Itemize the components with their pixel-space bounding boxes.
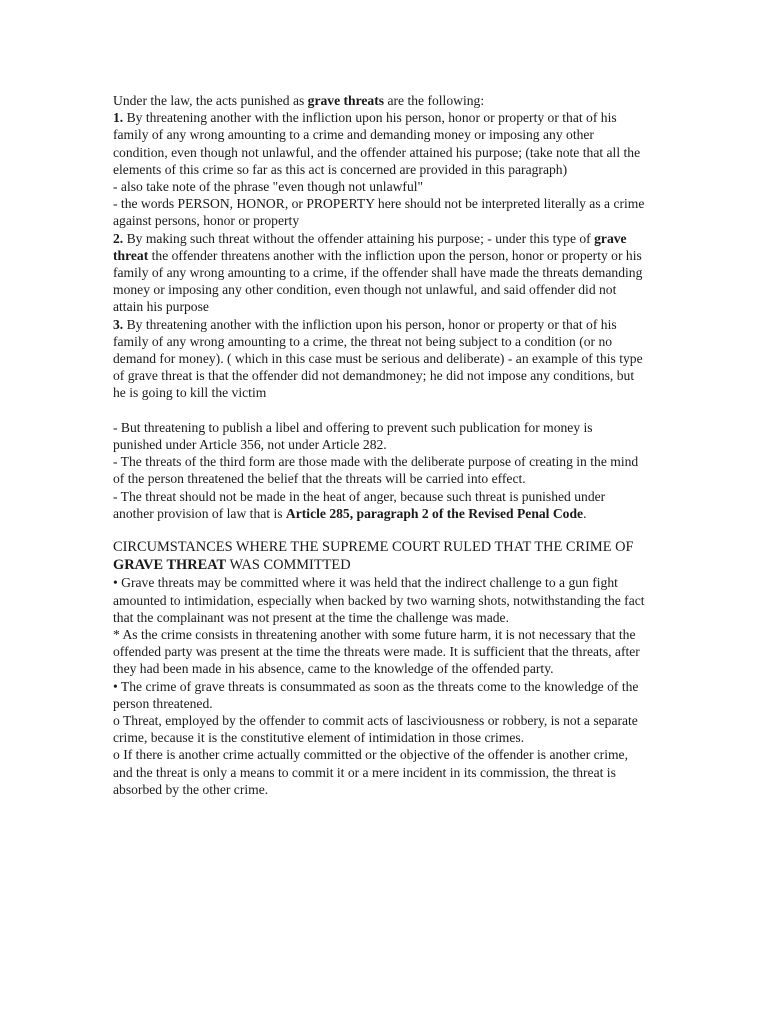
item-3 [113, 316, 645, 402]
item-1-number: 1. [113, 110, 124, 126]
paragraph-gap [113, 522, 645, 539]
item-2-number: 2. [113, 230, 124, 246]
article-285-reference: Article 285, paragraph 2 of the Revised Penal Code [285, 505, 584, 521]
paragraph-gap [113, 402, 645, 419]
intro-bold-term: grave threats [307, 93, 385, 108]
heat-of-anger-paragraph [113, 488, 645, 522]
item-2-bold-term: grave threat [113, 230, 627, 263]
section-heading [113, 539, 645, 574]
anger-text-end: . [583, 505, 587, 521]
intro-text-end: are the following: [384, 93, 485, 108]
bullet-3: • The crime of grave threats is consummated as soon as the threats come to the knowledge of the person threatened. [113, 678, 639, 711]
intro-text: Under the law, the acts punished as [113, 93, 308, 108]
intro-paragraph [113, 92, 645, 109]
document-body [113, 92, 645, 798]
item-2-text-a: By making such threat without the offender attaining his purpose; - under this type of [123, 230, 595, 246]
bullet-2: * As the crime consists in threatening another with some future harm, it is not necessary that the offended party was present at the time the threats were made. It is sufficient that the threats, after they had been made in his absence, came to the knowledge of the offended party. [113, 627, 640, 677]
sub-item-2: o If there is another crime actually committed or the objective of the offender is another crime, and the threat is only a means to commit it or a mere incident in its commission, the threat is absorbed by the other crime. [113, 747, 628, 797]
heading-text-end: WAS COMMITTED [226, 556, 351, 573]
item-1-text: By threatening another with the infliction upon his person, honor or property or that of his family of any wrong amounting to a crime and demanding money or imposing any other condition, even though not unlawful, and the offender attained his purpose; (take note that all the elements of this crime so far as this act is concerned are provided in this paragraph) [113, 110, 641, 177]
heading-text: CIRCUMSTANCES WHERE THE SUPREME COURT RULED THAT THE CRIME OF [113, 539, 634, 556]
libel-paragraph: - But threatening to publish a libel and offering to prevent such publication for money is punished under Article 356, not under Article 282. [113, 419, 593, 453]
item-3-number: 3. [113, 316, 124, 332]
note-2: - the words PERSON, HONOR, or PROPERTY here should not be interpreted literally as a crime against persons, honor or property [113, 196, 645, 229]
item-1 [113, 109, 645, 178]
note-1: - also take note of the phrase "even though not unlawful" [113, 179, 424, 195]
third-form-paragraph: - The threats of the third form are those made with the deliberate purpose of creating in the mind of the person threatened the belief that the threats will be carried into effect. [113, 454, 639, 487]
heading-bold-term: GRAVE THREAT [113, 556, 227, 573]
item-2 [113, 230, 645, 316]
anger-text: - The threat should not be made in the heat of anger, because such threat is punished under another provision of law that is [113, 488, 606, 521]
sub-item-1: o Threat, employed by the offender to commit acts of lasciviousness or robbery, is not a separate crime, because it is the constitutive element of intimidation in those crimes. [113, 713, 638, 746]
item-3-text: By threatening another with the infliction upon his person, honor or property or that of his family of any wrong amounting to a crime, the threat not being subject to a condition (or no demand for money). ( which in this case must be serious and deliberate) - an example of this type of grave threat is that the offender did not demandmoney; he did not impose any conditions, but he is going to kill the victim [113, 316, 643, 401]
bullet-1: • Grave threats may be committed where it was held that the indirect challenge to a gun fight amounted to intimidation, especially when backed by two warning shots, notwithstanding the fact that the complainant was not present at the time the challenge was made. [113, 575, 645, 625]
item-2-text-b: the offender threatens another with the infliction upon the person, honor or property or his family of any wrong amounting to a crime, if the offender shall have made the threats demanding money or imposing any other condition, even though not unlawful, and said offender did not attain his purpose [113, 247, 643, 315]
